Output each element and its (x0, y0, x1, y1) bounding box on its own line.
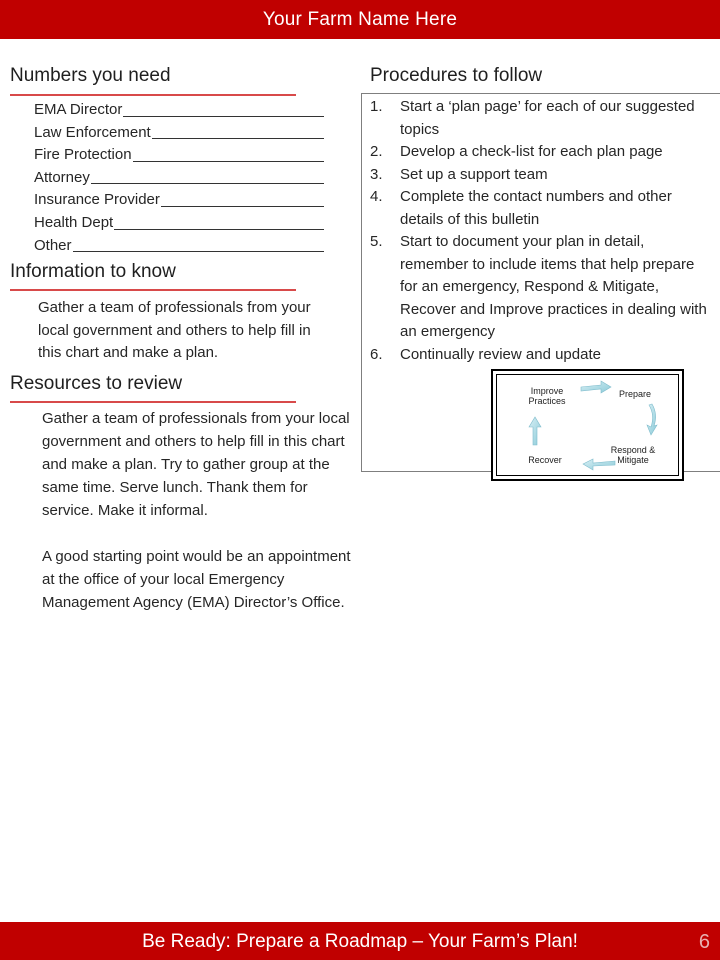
step-text: Set up a support team (400, 165, 548, 183)
contact-line (34, 122, 324, 145)
resources-paragraph: Gather a team of professionals from your local government and others to help fill in this chart and make a plan. Try to gather group at the same time. Serve lunch. Thank them for service. Make it informal. (42, 410, 350, 519)
contact-number-blank (91, 167, 324, 185)
procedure-step (370, 186, 715, 231)
procedure-step (370, 344, 715, 367)
step-text: Develop a check-list for each plan page (400, 143, 663, 160)
step-number: 3. (370, 165, 383, 183)
contact-label: EMA Director (34, 101, 123, 118)
footer-slogan: Be Ready: Prepare a Roadmap – Your Farm’s Plan! (142, 931, 578, 952)
numbers-list (34, 99, 324, 257)
information-text: Gather a team of professionals from your local government and others to help fill in this chart and make a plan. (38, 299, 311, 361)
contact-line (34, 99, 324, 122)
stage-prepare: Prepare (618, 389, 652, 399)
information-heading: Information to know (10, 261, 176, 282)
procedure-step (370, 231, 715, 344)
arrow-to-prepare (581, 381, 611, 393)
step-text: Start a ‘plan page’ for each of our suggested topics (400, 98, 695, 138)
contact-line (34, 212, 324, 235)
procedure-step (370, 164, 715, 187)
step-number: 2. (370, 143, 383, 160)
contact-label: Insurance Provider (34, 191, 160, 209)
contact-label: Fire Protection (34, 146, 132, 164)
farm-name-title: Your Farm Name Here (262, 9, 458, 30)
contact-number-blank (73, 235, 324, 253)
contact-number-blank (161, 189, 324, 207)
contact-label: Other (34, 236, 72, 254)
contact-number-blank (114, 212, 324, 230)
resources-paragraph: A good starting point would be an appointment at the office of your local Emergency Management Agency (EMA) Director’s Office. (42, 548, 351, 611)
contact-number-blank (123, 99, 324, 117)
stage-improve-practices: Improve Practices (528, 386, 566, 406)
step-text: Start to document your plan in detail, remember to include items that help prepare for an emergency, Respond & Mitigate, Recover and Improve practices in dealing with an emergency (400, 233, 707, 340)
contact-label: Attorney (34, 168, 90, 186)
resources-text (42, 407, 352, 637)
contact-line (34, 189, 324, 212)
stage-recover: Recover (528, 455, 562, 465)
contact-number-blank (152, 122, 324, 140)
header-bar (0, 0, 720, 39)
procedure-step (370, 96, 715, 141)
emergency-cycle-diagram (491, 369, 684, 481)
step-number: 4. (370, 188, 383, 205)
contact-label: Law Enforcement (34, 123, 151, 141)
step-text: Complete the contact numbers and other details of this bulletin (400, 188, 672, 228)
page-number: 6 (698, 931, 710, 953)
step-number: 5. (370, 233, 383, 250)
contact-label: Health Dept (34, 213, 114, 231)
numbers-heading: Numbers you need (10, 65, 171, 86)
procedures-list (370, 96, 715, 366)
arrow-to-respond (647, 404, 657, 435)
information-divider (10, 289, 296, 291)
resources-heading: Resources to review (10, 373, 183, 394)
step-text: Continually review and update (400, 345, 601, 363)
procedures-heading: Procedures to follow (370, 65, 543, 86)
footer-bar (0, 922, 720, 960)
step-number: 1. (370, 98, 383, 115)
arrow-to-improve (529, 417, 541, 445)
resources-divider (10, 401, 296, 403)
contact-line (34, 167, 324, 190)
numbers-divider (10, 94, 296, 96)
stage-respond-mitigate: Respond & Mitigate (610, 445, 656, 465)
contact-line (34, 235, 324, 258)
step-number: 6. (370, 345, 383, 363)
contact-line (34, 144, 324, 167)
procedure-step (370, 141, 715, 164)
contact-number-blank (133, 144, 324, 162)
